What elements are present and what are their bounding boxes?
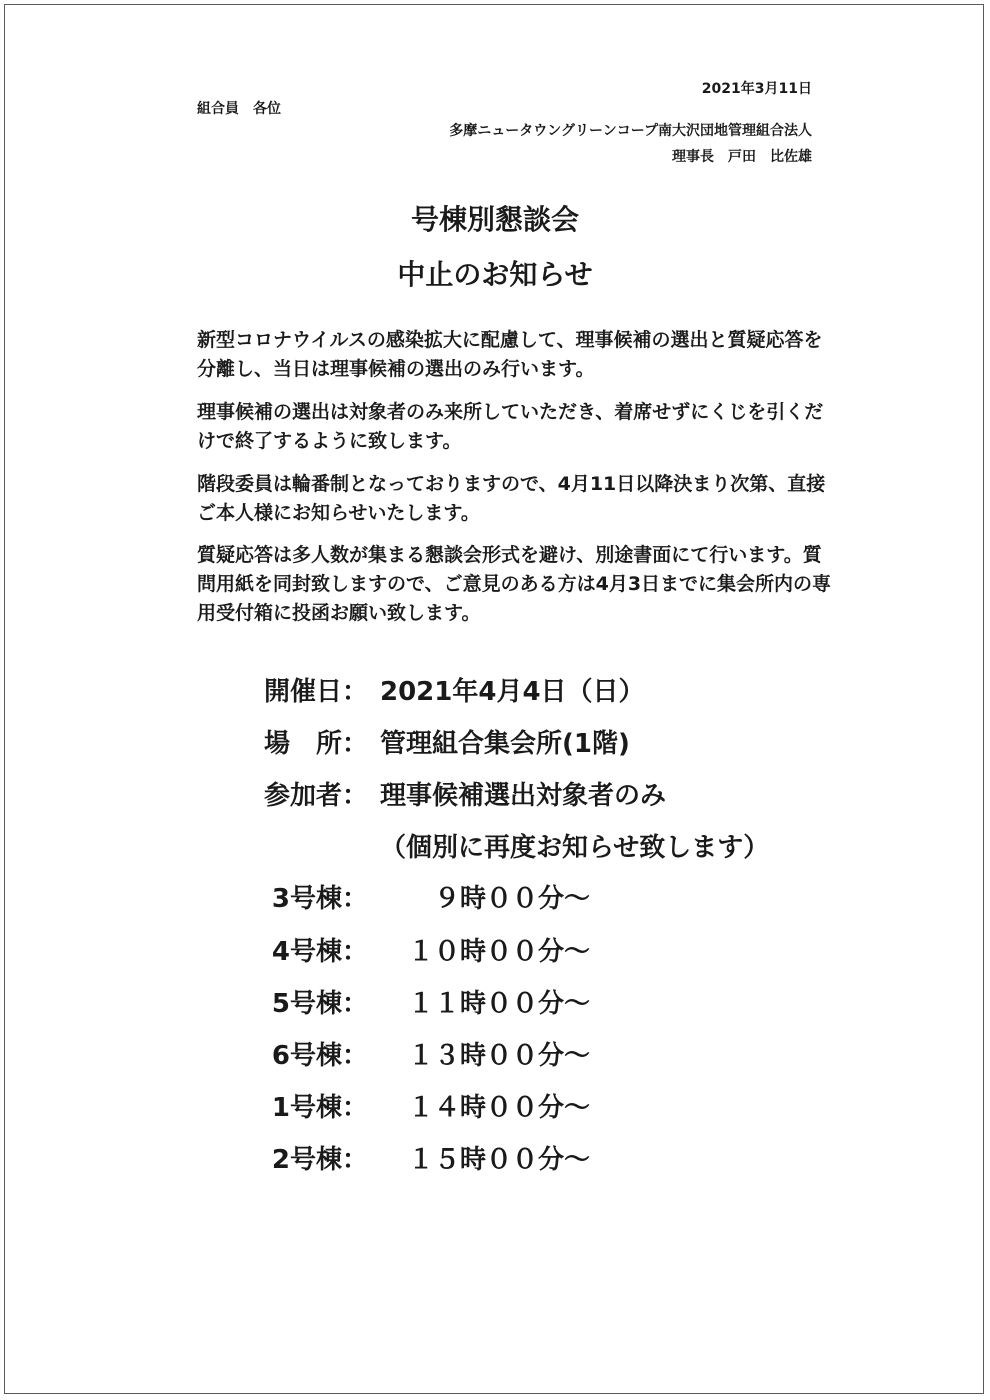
body-paragraph: 新型コロナウイルスの感染拡大に配慮して、理事候補の選出と質疑応答を分離し、当日は理事候補の選出のみ行います。 [197, 329, 823, 380]
schedule-time: １３時００分～ [407, 1041, 590, 1071]
addressee: 組合員 各位 [197, 101, 281, 117]
schedule-building: 3号棟： [271, 884, 368, 914]
schedule-time: １４時００分～ [407, 1093, 590, 1123]
body-paragraph: 理事候補の選出は対象者のみ来所していただき、着席せずにくじを引くだけで終了するように致します。 [197, 401, 824, 452]
schedule-time: ９時００分～ [433, 884, 590, 914]
participants-note: （個別に再度お知らせ致します） [380, 833, 770, 863]
date-value: 2021年4月4日（日） [380, 677, 645, 707]
participants-label: 参加者： [263, 781, 368, 811]
schedule-building: 5号棟： [271, 989, 368, 1019]
participants-value: 理事候補選出対象者のみ [380, 781, 667, 811]
body-paragraph: 質疑応答は多人数が集まる懇談会形式を避け、別途書面にて行います。質問用紙を同封致しますので、ご意見のある方は4月3日までに集会所内の専用受付箱に投函お願い致します。 [197, 544, 832, 624]
date-label: 開催日： [263, 677, 368, 707]
schedule-time: １５時００分～ [407, 1145, 590, 1175]
schedule-building: 2号棟： [271, 1145, 368, 1175]
title-line-1: 号棟別懇談会 [410, 203, 579, 236]
chairperson-name: 理事長 戸田 比佐雄 [672, 149, 812, 165]
title-line-2: 中止のお知らせ [397, 258, 593, 291]
organization-name: 多摩ニュータウングリーンコープ南大沢団地管理組合法人 [449, 123, 812, 139]
schedule-building: 4号棟： [271, 937, 368, 967]
schedule-time: １０時００分～ [407, 937, 590, 967]
body-paragraph: 階段委員は輪番制となっておりますので、4月11日以降決まり次第、直接ご本人様にお知らせいたします。 [197, 473, 826, 524]
schedule-building: 6号棟： [271, 1041, 368, 1071]
place-label: 場 所： [263, 729, 368, 759]
place-value: 管理組合集会所(1階) [380, 729, 630, 759]
schedule-building: 1号棟： [271, 1093, 368, 1123]
notice-date: 2021年3月11日 [701, 81, 812, 97]
schedule-time: １１時００分～ [407, 989, 590, 1019]
